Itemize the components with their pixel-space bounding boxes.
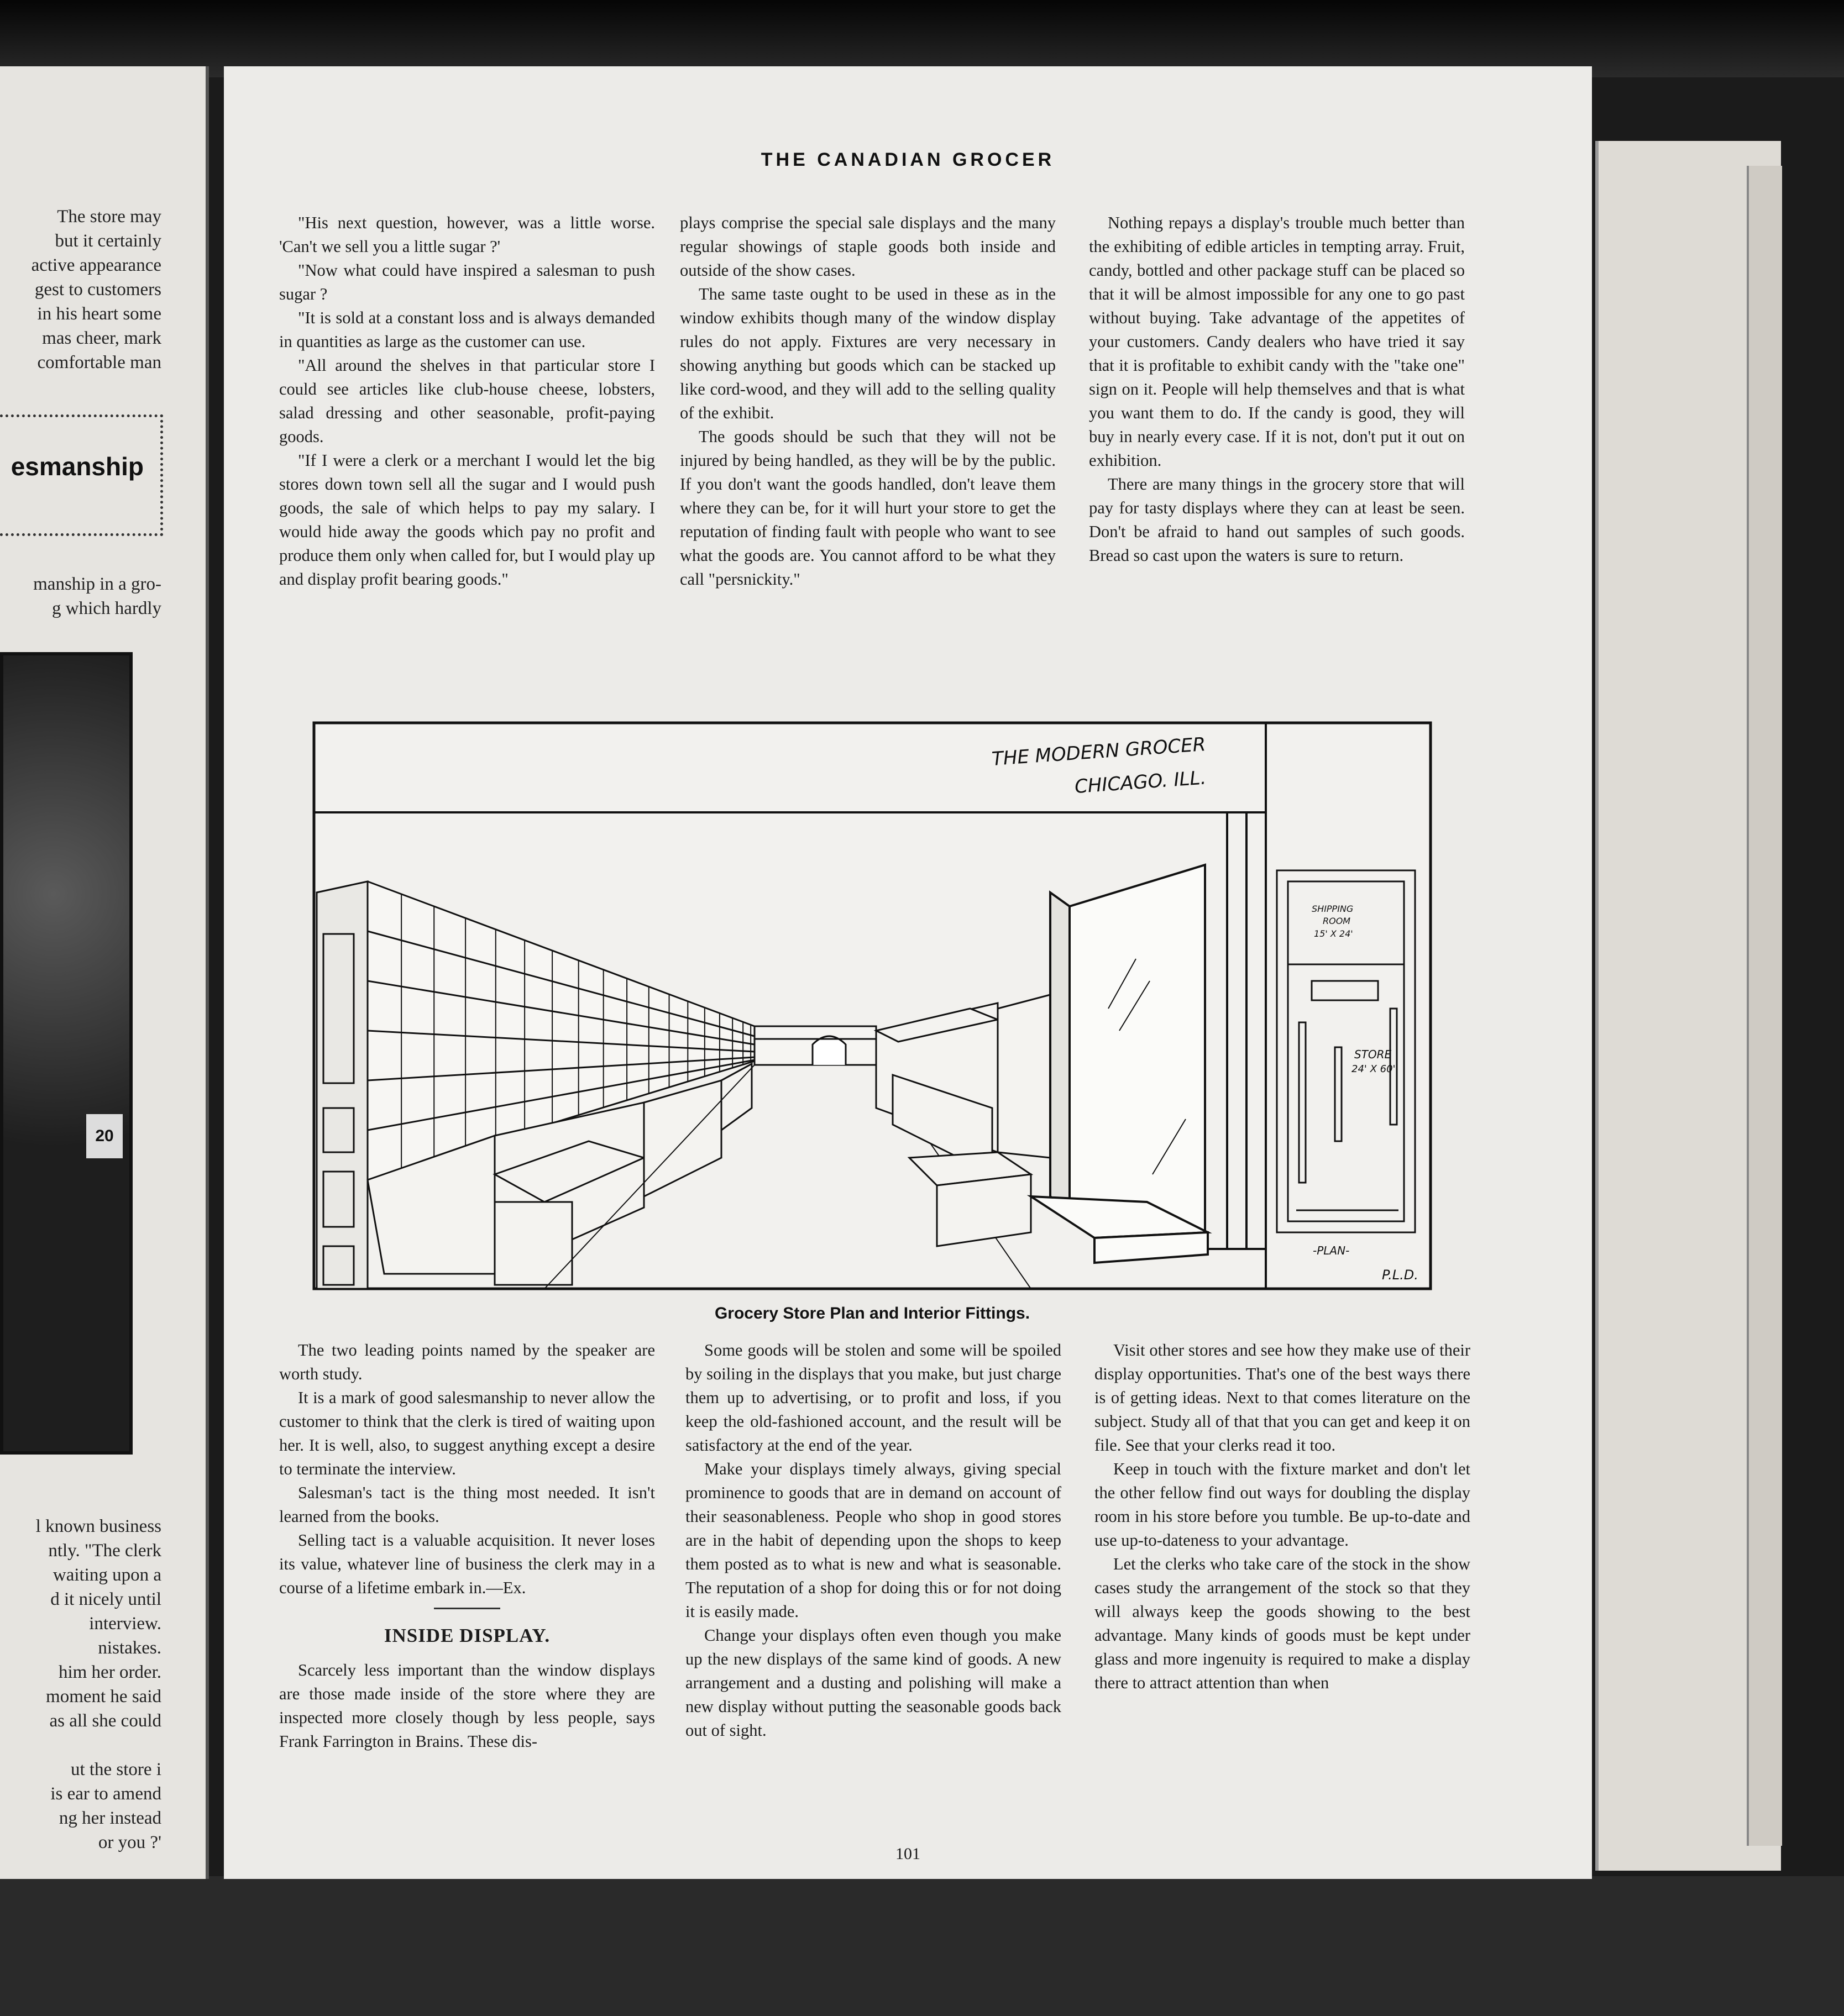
left-page-lower-text [0,1514,161,1855]
text-line: ut the store i [70,1760,161,1779]
text-line: waiting upon a [53,1565,161,1585]
left-page-heading: esmanship [11,452,144,481]
text-line: l known business [35,1516,161,1536]
column-top-3 [1089,211,1465,568]
plan-label-store: STORE [1354,1048,1392,1061]
text-line: interview. [89,1614,161,1634]
text-line: in his heart some [37,304,161,324]
paragraph: Make your displays timely always, giving special prominence to goods that are in demand on account of their seasonableness. People who shop in good stores are in the habit of depending upon the shops to keep them posted as to what is new and what is seasonable. The reputation of a shop for doing this or for not doing it is easily made. [685,1460,1061,1621]
text-line: active appearance [31,255,161,275]
text-line: but it certainly [55,231,161,251]
text-line: The store may [57,207,161,227]
paragraph: "If I were a clerk or a merchant I would let the big stores down town sell all the sugar and I would push goods, the sale of which helps to pay my salary. I would hide away the goods which pay no profit and produce them only when called for, but I would play up and display profit bearing goods." [279,451,655,589]
paragraph: "His next question, however, was a little worse. 'Can't we sell you a little sugar ?' [279,213,655,256]
text-line: is ear to amend [50,1784,161,1804]
left-page-photo [0,652,133,1455]
page-number: 101 [895,1845,920,1863]
plan-label-plan: -PLAN- [1313,1244,1350,1257]
text-line: moment he said [46,1687,161,1707]
paragraph: Scarcely less important than the window displays are those made inside of the store where they are inspected more closely though by less people, says Frank Farrington in Brains. These dis- [279,1661,655,1751]
column-bottom-3 [1094,1338,1470,1695]
paragraph: Selling tact is a valuable acquisition. It never loses its value, whatever line of business the clerk may in a course of a lifetime embark in.—Ex. [279,1531,655,1597]
paragraph: The two leading points named by the speaker are worth study. [279,1341,655,1383]
section-rule [434,1608,500,1609]
plan-label-shipping: SHIPPING [1312,904,1354,914]
column-bottom-1 [279,1338,655,1754]
text-line: gest to customers [34,280,161,300]
paragraph: The goods should be such that they will not be injured by being handled, as they will be by the public. If you don't want the goods handled, don't leave them where they can be, for it will hurt your store to get the reputation of finding fault with people who want to see what the goods are. You cannot afford to be what they call "persnickity." [680,427,1056,589]
text-line: ntly. "The clerk [48,1541,161,1561]
text-line: comfortable man [37,353,161,372]
display-window [1031,865,1208,1263]
left-facing-page [0,66,209,1879]
paragraph: Visit other stores and see how they make use of their display opportunities. That's one of the best ways there is of getting ideas. Next to that comes literature on the subject. Study all of that that you can get and keep it on file. See that your clerks read it too. [1094,1341,1470,1455]
text-line: manship in a gro- [33,574,161,594]
left-page-top-text [0,204,161,375]
plan-label-shipping-size: 15' X 24' [1314,928,1353,939]
text-line: nistakes. [98,1638,161,1658]
paragraph: plays comprise the special sale displays and the many regular showings of staple goods both inside and outside of the show cases. [680,213,1056,280]
paragraph: Let the clerks who take care of the stock in the show cases study the arrangement of the stock so that they will always keep the goods showing to the best advantage. Many kinds of goods must be kept under glass and more ingenuity is required to make a display there to attract attention than when [1094,1555,1470,1692]
left-page-mid-text [0,572,161,621]
back-wall [755,1026,876,1065]
paragraph: Some goods will be stolen and some will be spoiled by soiling in the displays that you make, but just charge them up to advertising, or to profit and loss, if you keep the old-fashioned account, and the result will be satisfactory at the end of the year. [685,1341,1061,1455]
next-page-edge-inner [1747,166,1782,1846]
figure-caption: Grocery Store Plan and Interior Fittings. [714,1304,1030,1322]
left-page-ornament-box [0,414,163,536]
column-top-2 [680,211,1056,591]
text-line [0,1733,161,1757]
artist-signature: P.L.D. [1382,1267,1418,1283]
bottom-1-after [279,1658,655,1754]
store-interior-illustration [312,721,1432,1290]
scan-dark-edge-bottom [0,1876,1844,2016]
photo-price-sign: 20 [86,1114,123,1158]
text-line: ng her instead [59,1808,161,1828]
running-head: THE CANADIAN GROCER [761,149,1055,170]
paragraph: Keep in touch with the fixture market and don't let the other fellow find out ways for doubling the display room in his store before you tumble. Be up-to-date and use up-to-dateness to your advantage. [1094,1460,1470,1550]
section-heading-inside-display: INSIDE DISPLAY. [384,1625,551,1646]
paragraph: There are many things in the grocery store that will pay for tasty displays where they can at least be seen. Don't be afraid to hand out samples of such goods. Bread so cast upon the waters is sure to return. [1089,475,1465,565]
paragraph: Salesman's tact is the thing most needed. It isn't learned from the books. [279,1483,655,1526]
text-line: g which hardly [52,599,161,618]
banner-line-2: CHICAGO. ILL. [1073,767,1207,798]
text-line: as all she could [49,1711,161,1731]
text-line: d it nicely until [50,1589,161,1609]
paragraph: "Now what could have inspired a salesman to push sugar ? [279,261,655,303]
paragraph: Nothing repays a display's trouble much better than the exhibiting of edible articles in tempting array. Fruit, candy, bottled and other package stuff can be placed so that it will be almost impossible for any one to go past without buying. Take advantage of the appetites of your customers. Candy dealers who have tried it say that it is profitable to exhibit candy with the "take one" sign on it. People will help themselves and that is what you want them to do. If the candy is good, they will buy in nearly every case. If it is not, don't put it out on exhibition. [1089,213,1465,470]
plan-label-store-size: 24' X 60' [1351,1063,1396,1075]
paragraph: "All around the shelves in that particular store I could see articles like club-house cheese, lobsters, salad dressing and other seasonable, profit-paying goods. [279,356,655,446]
scan-dark-edge-top [0,0,1844,77]
banner-line-1: THE MODERN GROCER [991,733,1207,770]
text-line: mas cheer, mark [42,328,161,348]
plan-label-room: ROOM [1323,916,1351,926]
paragraph: Change your displays often even though you make up the new displays of the same kind of goods. A new arrangement and a dusting and polishing will make a new display without putting the seasonable goods back out of sight. [685,1626,1061,1740]
text-line: him her order. [58,1662,161,1682]
magazine-page [224,66,1592,1879]
column-top-1 [279,211,655,591]
text-line: or you ?' [98,1833,161,1852]
paragraph: It is a mark of good salesmanship to never allow the customer to think that the clerk is tired of waiting upon her. It is well, also, to suggest anything except a desire to terminate the interview. [279,1388,655,1478]
column-bottom-2 [685,1338,1061,1742]
paragraph: The same taste ought to be used in these as in the window exhibits though many of the window display rules do not apply. Fixtures are very necessary in showing anything but goods which can be stacked up like cord-wood, and they will add to the selling quality of the exhibit. [680,285,1056,422]
paragraph: "It is sold at a constant loss and is always demanded in quantities as large as the customer can use. [279,308,655,351]
bottom-1-paras [279,1338,655,1600]
